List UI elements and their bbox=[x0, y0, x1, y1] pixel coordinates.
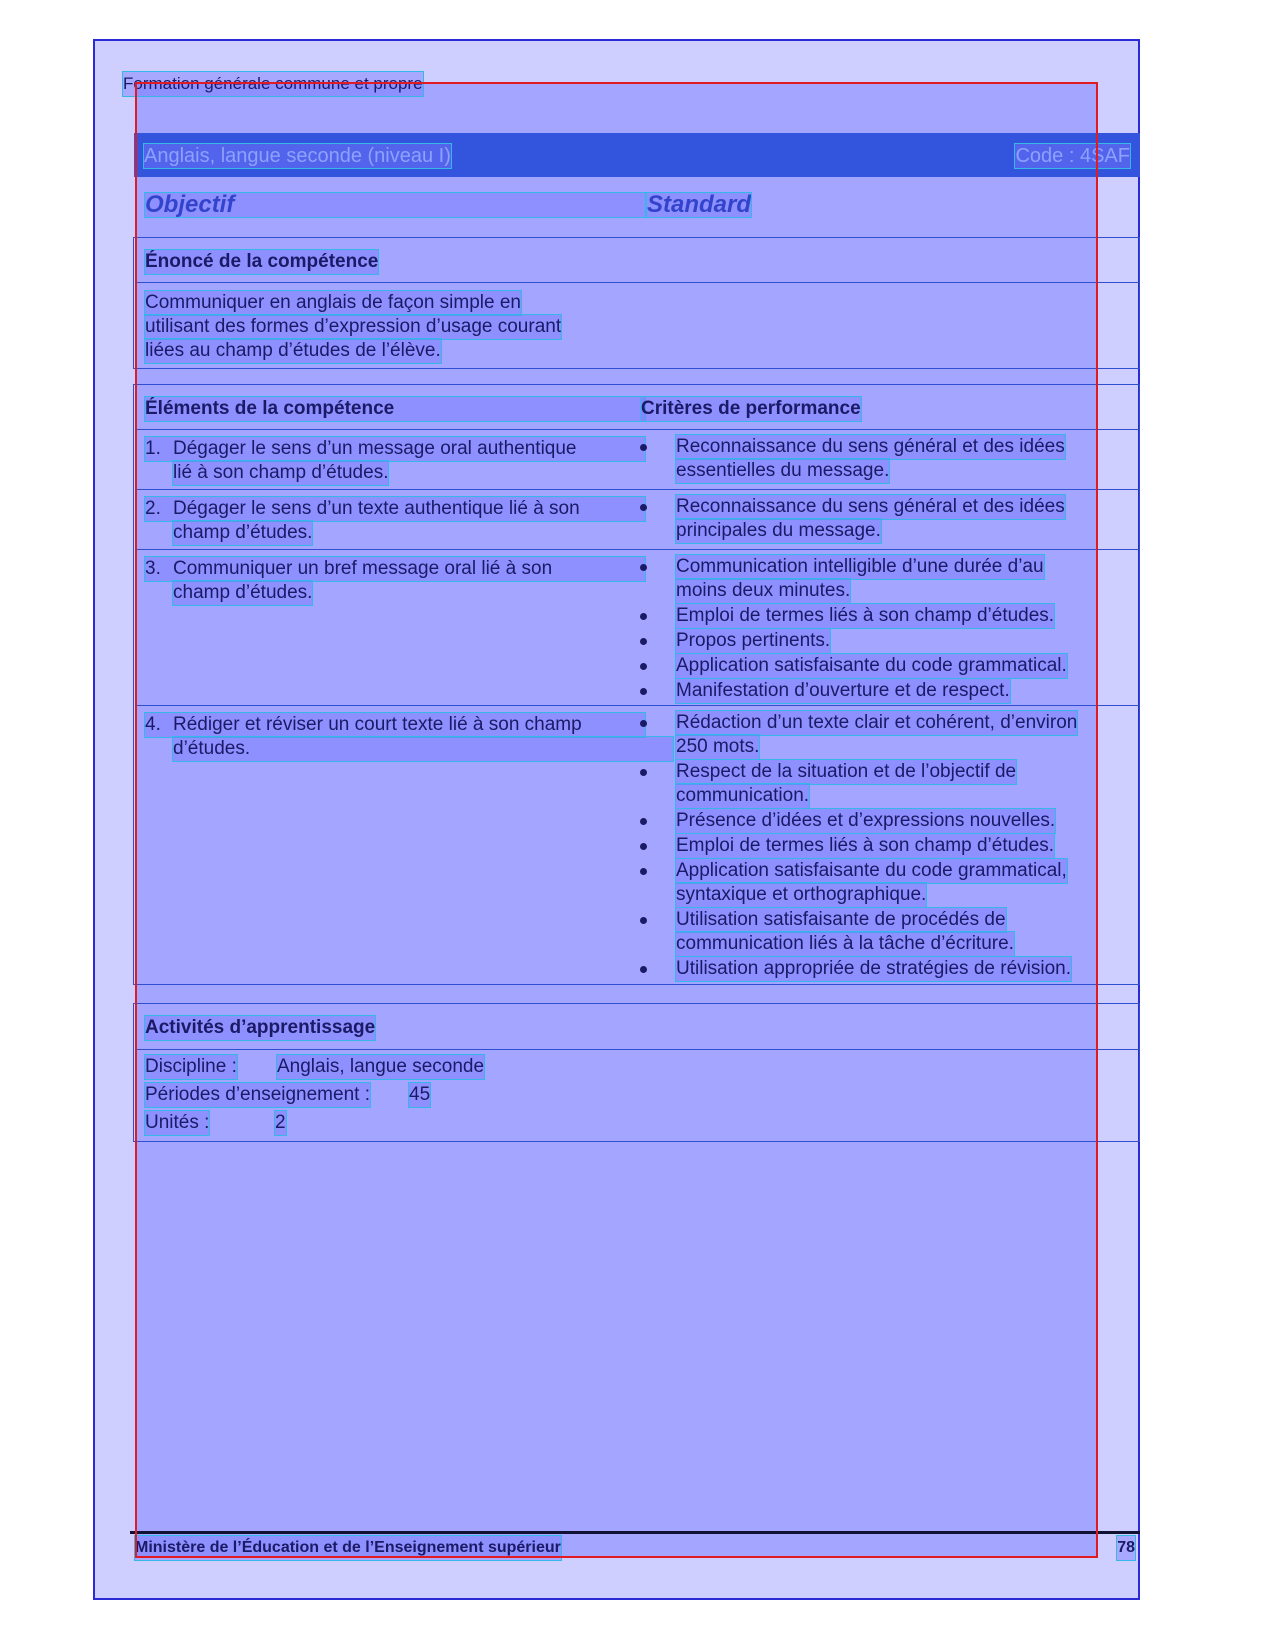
section-header: Formation générale commune et propre bbox=[123, 72, 423, 96]
criterion-text: Reconnaissance du sens général et des idées bbox=[676, 496, 1065, 517]
criterion-text: essentielles du message. bbox=[676, 460, 890, 481]
periodes-label: Périodes d’enseignement : bbox=[145, 1084, 370, 1105]
footer-rule bbox=[130, 1531, 1140, 1534]
bullet-icon bbox=[640, 613, 647, 620]
bullet-icon bbox=[640, 917, 647, 924]
criterion-text: Propos pertinents. bbox=[676, 630, 831, 651]
page-footer bbox=[135, 1538, 1135, 1558]
element-text: Communiquer un bref message oral lié à son bbox=[173, 558, 553, 579]
criterion-text: Communication intelligible d’une durée d’au bbox=[676, 556, 1044, 577]
bullet-icon bbox=[640, 966, 647, 973]
criterion-text: syntaxique et orthographique. bbox=[676, 884, 927, 905]
criterion-text: Emploi de termes liés à son champ d’études. bbox=[676, 835, 1055, 856]
bullet-icon bbox=[640, 638, 647, 645]
element-number: 1. bbox=[145, 437, 645, 461]
bullet-icon bbox=[640, 868, 647, 875]
bullet-icon bbox=[640, 564, 647, 571]
criterion-text: Reconnaissance du sens général et des idées bbox=[676, 436, 1065, 457]
criterion-text: Respect de la situation et de l’objectif de bbox=[676, 761, 1017, 782]
criterion-text: Utilisation satisfaisante de procédés de bbox=[676, 909, 1006, 930]
divider bbox=[135, 1049, 1140, 1050]
element-text: Dégager le sens d’un texte authentique lié à son bbox=[173, 498, 580, 519]
element-text: champ d’études. bbox=[173, 582, 313, 603]
bullet-icon bbox=[640, 504, 647, 511]
divider bbox=[135, 429, 1140, 430]
element-text: lié à son champ d’études. bbox=[173, 462, 389, 483]
objectif-heading: Objectif bbox=[145, 193, 645, 217]
element-text: champ d’études. bbox=[173, 522, 313, 543]
divider bbox=[135, 705, 1140, 706]
criterion-text: communication liés à la tâche d’écriture. bbox=[676, 933, 1014, 954]
ministry-name: Ministère de l’Éducation et de l’Enseignement supérieur bbox=[135, 1536, 561, 1560]
element-text: Dégager le sens d’un message oral authentique bbox=[173, 438, 577, 459]
enonce-line: Communiquer en anglais de façon simple en bbox=[145, 292, 521, 313]
activites-heading: Activités d’apprentissage bbox=[145, 1017, 376, 1038]
bullet-icon bbox=[640, 818, 647, 825]
bullet-icon bbox=[640, 444, 647, 451]
criterion-text: Emploi de termes liés à son champ d’études. bbox=[676, 605, 1055, 626]
bullet-icon bbox=[640, 769, 647, 776]
element-number: 4. bbox=[145, 713, 645, 737]
bullet-icon bbox=[640, 843, 647, 850]
enonce-line: liées au champ d’études de l’élève. bbox=[145, 340, 441, 361]
enonce-heading: Énoncé de la compétence bbox=[145, 251, 379, 272]
bullet-icon bbox=[640, 663, 647, 670]
criterion-text: Utilisation appropriée de stratégies de révision. bbox=[676, 958, 1071, 979]
standard-heading: Standard bbox=[647, 191, 752, 218]
criterion-text: Application satisfaisante du code grammatical, bbox=[676, 860, 1067, 881]
criterion-text: communication. bbox=[676, 785, 810, 806]
page-number: 78 bbox=[1117, 1536, 1135, 1560]
course-code: Code : 4SAF bbox=[1015, 145, 1130, 167]
criterion-text: Application satisfaisante du code grammatical. bbox=[676, 655, 1067, 676]
unites-label: Unités : bbox=[145, 1112, 210, 1133]
course-banner bbox=[134, 133, 1140, 177]
unites-value: 2 bbox=[275, 1112, 286, 1133]
discipline-label: Discipline : bbox=[145, 1056, 237, 1077]
element-number: 2. bbox=[145, 497, 645, 521]
discipline-value: Anglais, langue seconde bbox=[277, 1056, 485, 1077]
criterion-text: moins deux minutes. bbox=[676, 580, 851, 601]
enonce-line: utilisant des formes d’expression d’usage courant bbox=[145, 316, 562, 337]
criterion-text: 250 mots. bbox=[676, 736, 760, 757]
criterion-text: Présence d’idées et d’expressions nouvelles. bbox=[676, 810, 1056, 831]
criterion-text: principales du message. bbox=[676, 520, 881, 541]
element-text: Rédiger et réviser un court texte lié à son champ bbox=[173, 714, 582, 735]
criterion-text: Rédaction d’un texte clair et cohérent, d’environ bbox=[676, 712, 1078, 733]
elements-heading: Éléments de la compétence bbox=[145, 397, 645, 421]
criteria-heading: Critères de performance bbox=[641, 398, 861, 419]
bullet-icon bbox=[640, 688, 647, 695]
criterion-text: Manifestation d’ouverture et de respect. bbox=[676, 680, 1010, 701]
element-number: 3. bbox=[145, 557, 645, 581]
divider bbox=[135, 489, 1140, 490]
course-title: Anglais, langue seconde (niveau I) bbox=[144, 145, 451, 167]
element-text: d’études. bbox=[173, 737, 673, 761]
bullet-icon bbox=[640, 720, 647, 727]
divider bbox=[135, 549, 1140, 550]
divider bbox=[135, 282, 1140, 283]
periodes-value: 45 bbox=[409, 1084, 431, 1105]
